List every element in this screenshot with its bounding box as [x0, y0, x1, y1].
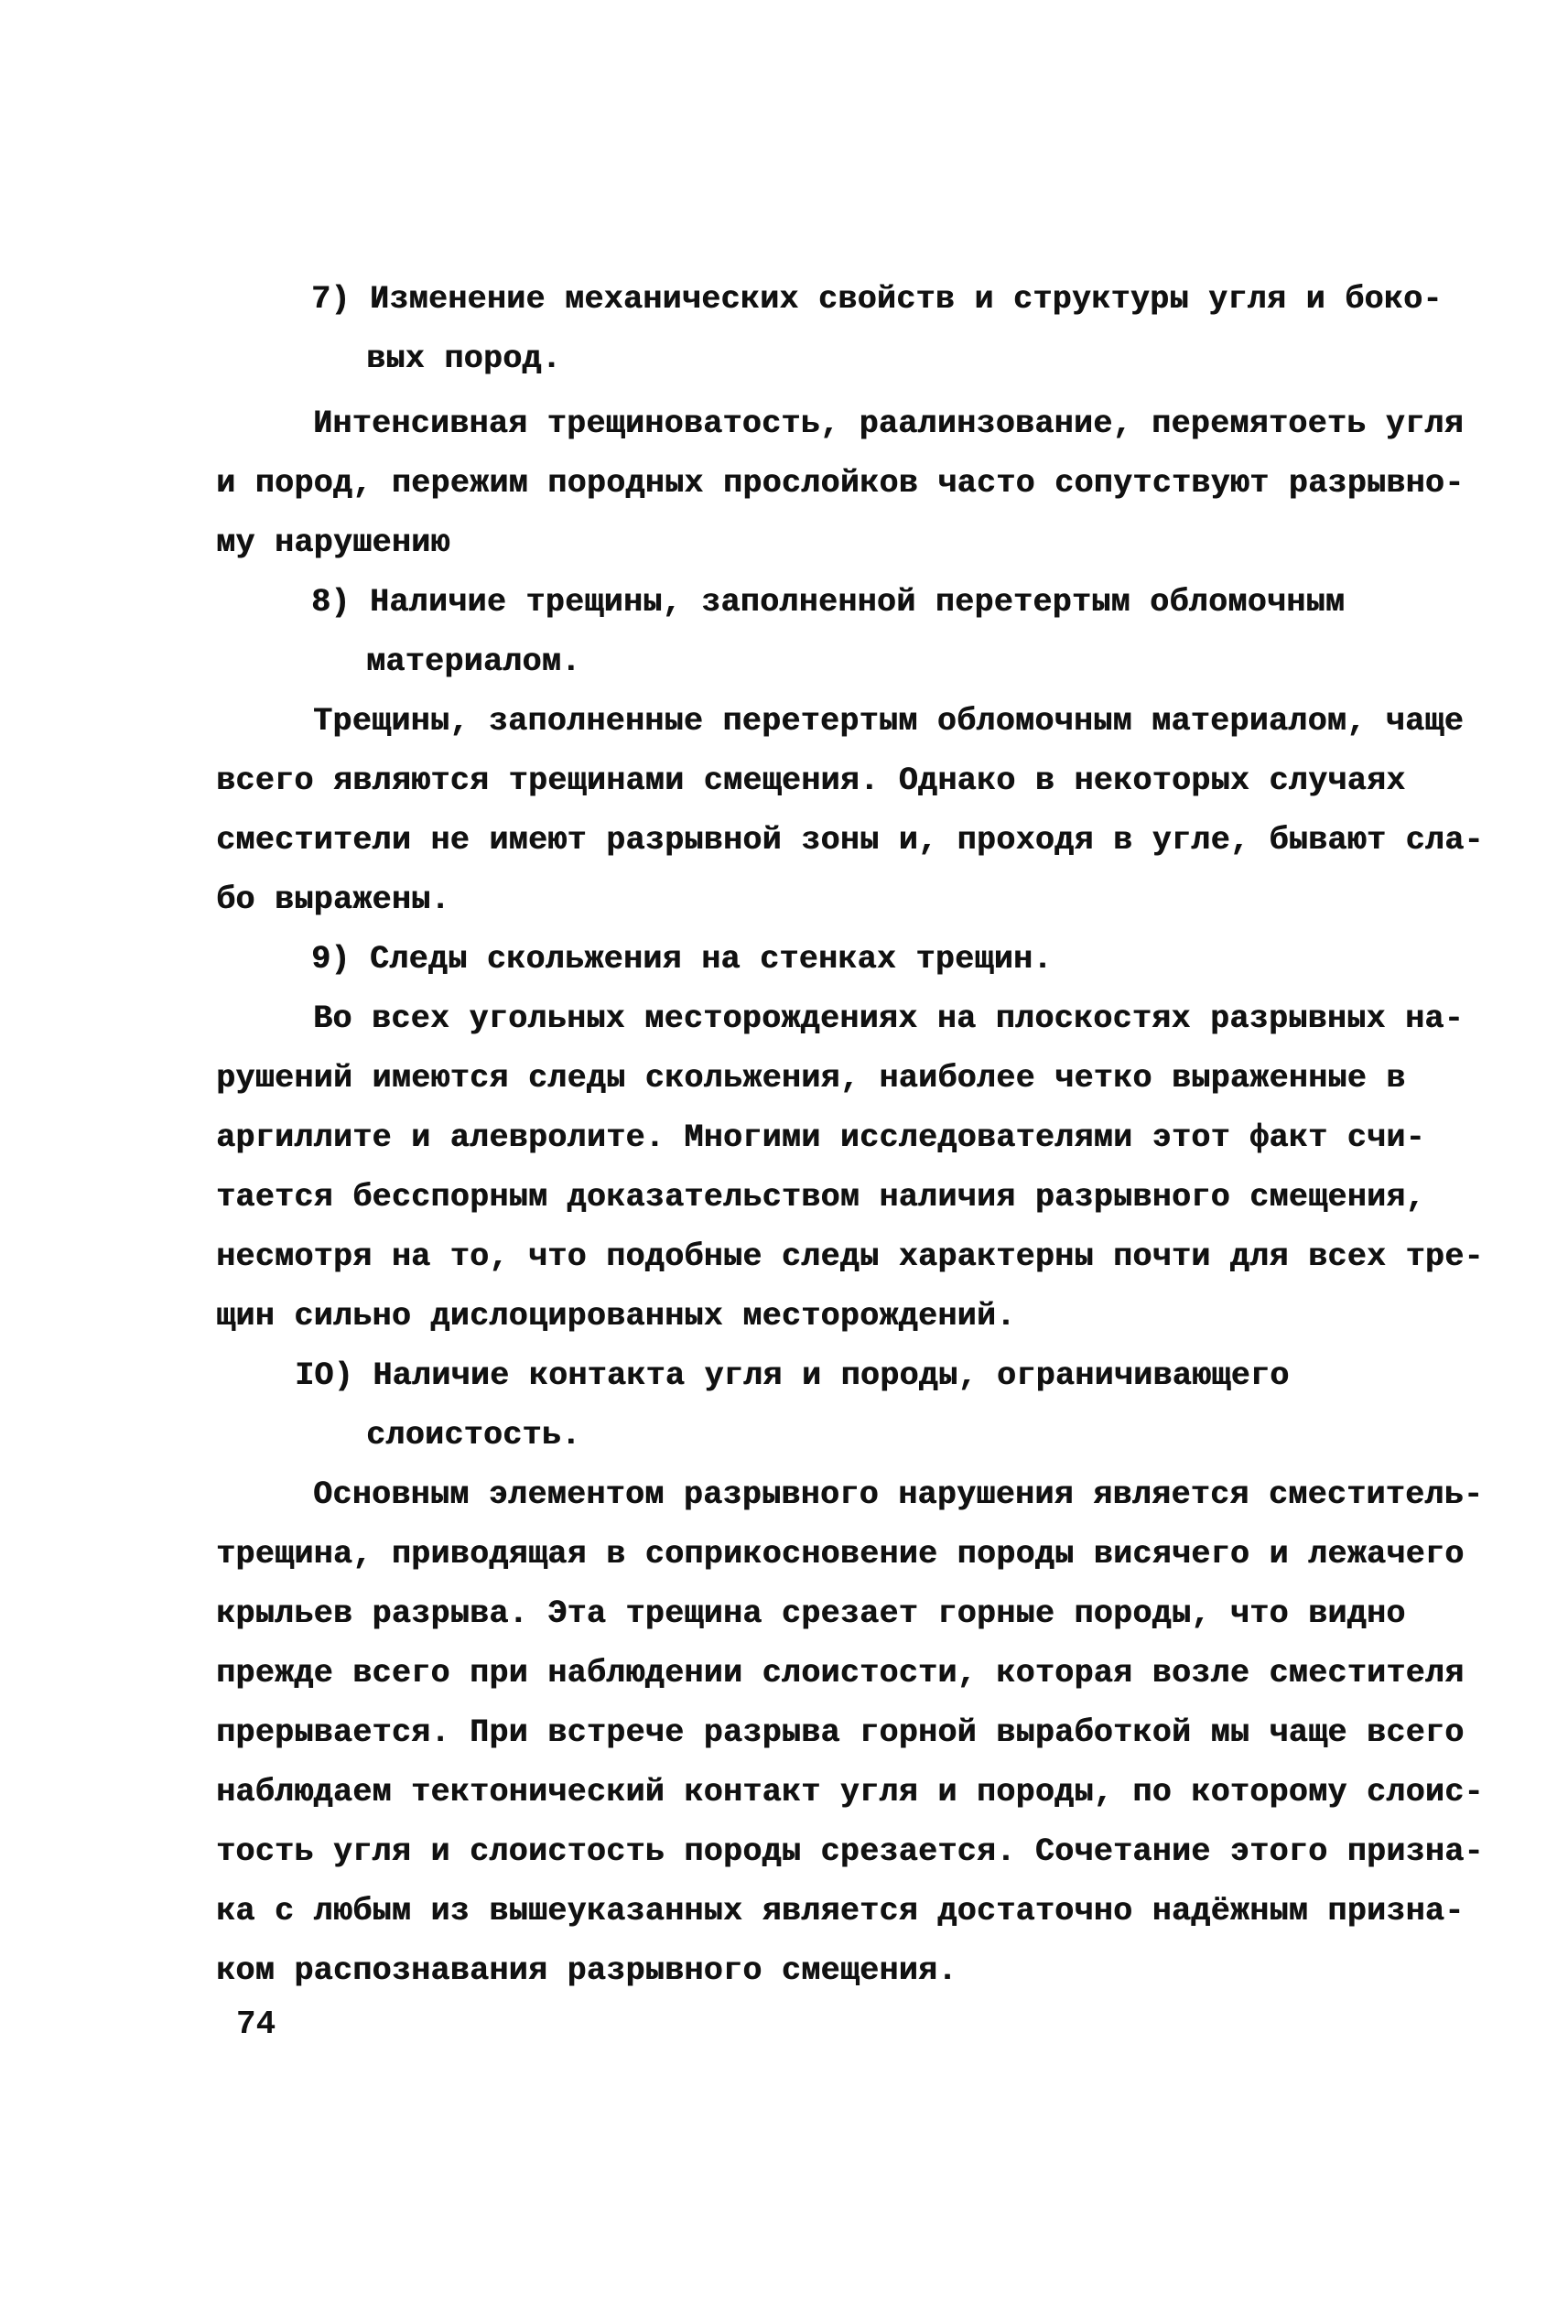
paragraph-line: Основным элементом разрывного нарушения является сместитель- [313, 1476, 1484, 1513]
paragraph-line: крыльев разрыва. Эта трещина срезает горные породы, что видно [216, 1595, 1406, 1632]
page-number: 74 [236, 2005, 276, 2043]
paragraph-line: ка с любым из вышеуказанных является достаточно надёжным призна- [216, 1893, 1465, 1929]
paragraph-line: наблюдаем тектонический контакт угля и породы, по которому слоис- [216, 1774, 1484, 1811]
paragraph-line: и пород, пережим породных прослойков часто сопутствуют разрывно- [216, 465, 1465, 502]
paragraph-line: трещина, приводящая в соприкосновение породы висячего и лежачего [216, 1536, 1465, 1573]
heading-item-10-line-2: слоистость. [366, 1417, 581, 1454]
heading-item-8-line-1: 8) Наличие трещины, заполненной перетертым обломочным [311, 584, 1346, 621]
paragraph-line: бо выражены. [216, 881, 450, 918]
heading-item-10-line-1: IO) Наличие контакта угля и породы, ограничивающего [295, 1357, 1290, 1394]
paragraph-line: Трещины, заполненные перетертым обломочным материалом, чаще [313, 703, 1464, 740]
paragraph-line: прежде всего при наблюдении слоистости, которая возле сместителя [216, 1655, 1465, 1692]
paragraph-line: прерывается. При встрече разрыва горной выработкой мы чаще всего [216, 1714, 1465, 1751]
paragraph-line: тость угля и слоистость породы срезается. Сочетание этого призна- [216, 1833, 1484, 1870]
paragraph-line: му нарушению [216, 524, 450, 561]
paragraph-line: тается бесспорным доказательством наличия разрывного смещения, [216, 1179, 1425, 1216]
paragraph-line: щин сильно дислоцированных месторождений. [216, 1298, 1016, 1335]
paragraph-line: Интенсивная трещиноватость, раалинзование, перемятоеть угля [313, 405, 1464, 442]
heading-item-7-line-2: вых пород. [366, 340, 562, 377]
heading-item-9: 9) Следы скольжения на стенках трещин. [311, 941, 1053, 978]
paragraph-line: аргиллите и алевролите. Многими исследователями этот факт счи- [216, 1119, 1425, 1156]
heading-item-7-line-1: 7) Изменение механических свойств и структуры угля и боко- [311, 281, 1443, 318]
paragraph-line: ком распознавания разрывного смещения. [216, 1952, 957, 1989]
paragraph-line: Во всех угольных месторождениях на плоскостях разрывных на- [313, 1000, 1464, 1037]
paragraph-line: рушений имеются следы скольжения, наиболее четко выраженные в [216, 1060, 1406, 1097]
paragraph-line: всего являются трещинами смещения. Однако в некоторых случаях [216, 762, 1406, 799]
paragraph-line: сместители не имеют разрывной зоны и, проходя в угле, бывают сла- [216, 822, 1484, 859]
paragraph-line: несмотря на то, что подобные следы характерны почти для всех тре- [216, 1238, 1484, 1275]
heading-item-8-line-2: материалом. [366, 643, 581, 680]
